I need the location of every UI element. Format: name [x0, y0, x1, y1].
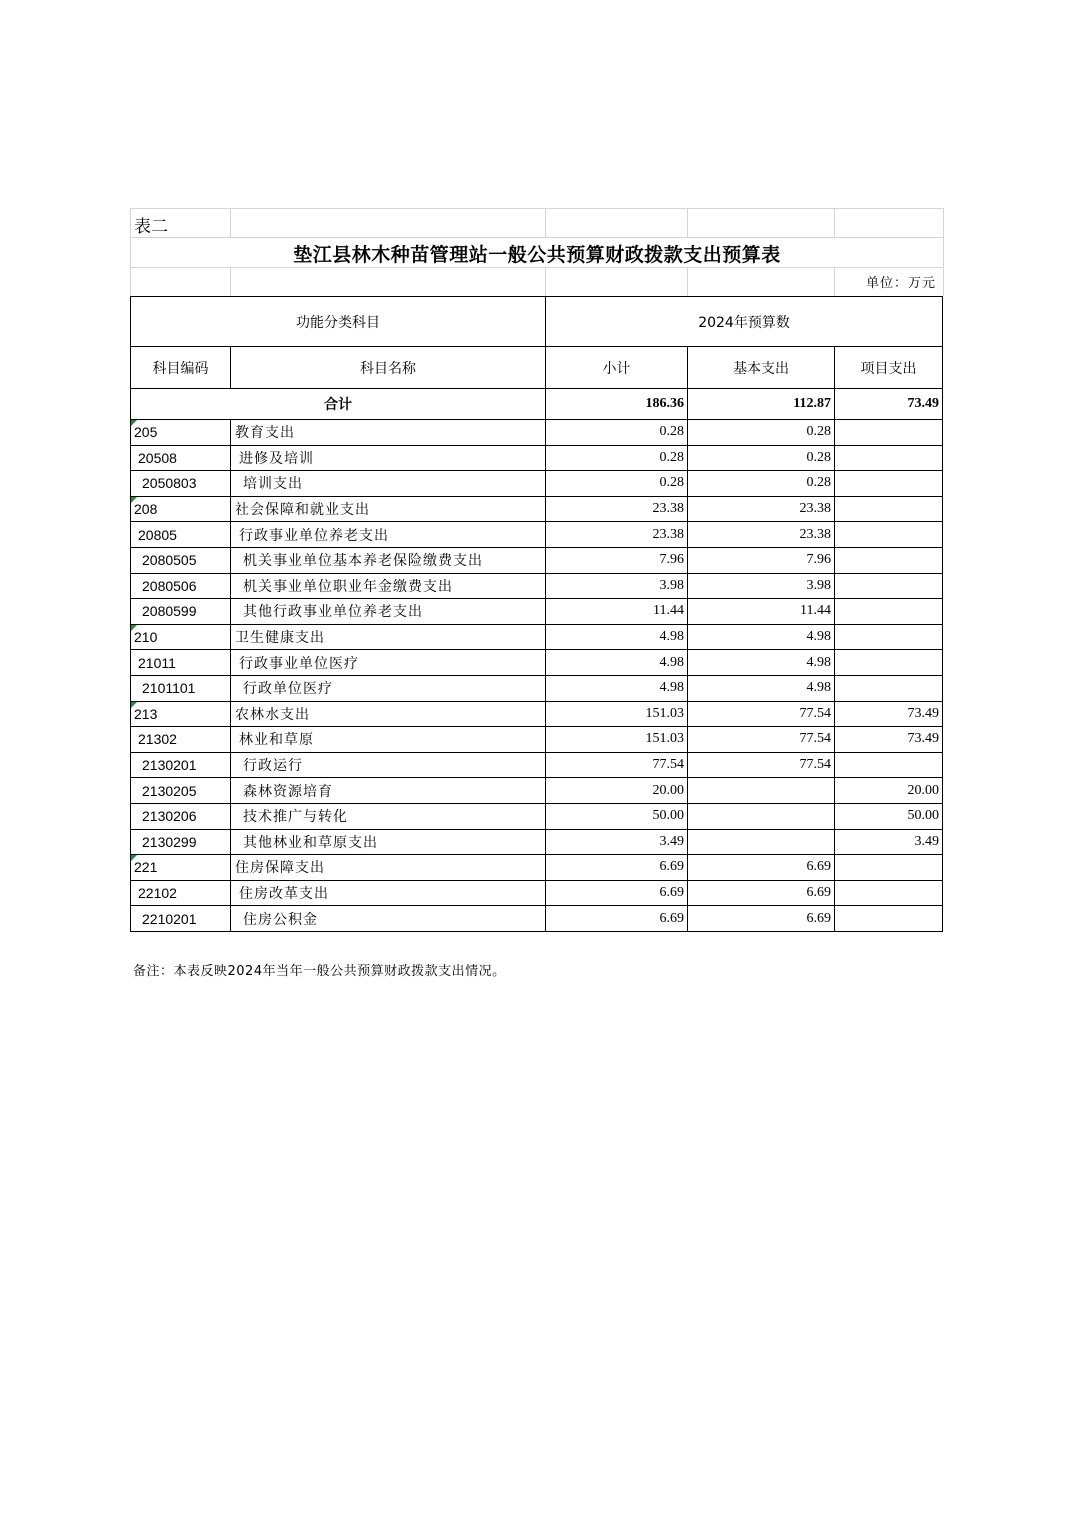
table-row: [131, 701, 943, 727]
row-basic: [688, 778, 835, 804]
header-subtotal: 小计: [546, 347, 688, 389]
row-name: 培训支出: [231, 471, 546, 497]
row-name: 行政运行: [231, 752, 546, 778]
row-code: 221: [131, 855, 231, 881]
row-code: 21011: [131, 650, 231, 676]
row-project: [835, 880, 943, 906]
footnote: 备注：本表反映2024年当年一般公共预算财政拨款支出情况。: [133, 964, 506, 979]
row-project: 73.49: [835, 727, 943, 753]
row-name: 社会保障和就业支出: [231, 496, 546, 522]
row-subtotal: 3.49: [546, 829, 688, 855]
row-code: 2130206: [131, 803, 231, 829]
row-basic: 4.98: [688, 624, 835, 650]
row-subtotal: 77.54: [546, 752, 688, 778]
row-name: 机关事业单位职业年金缴费支出: [231, 573, 546, 599]
row-code: 2101101: [131, 675, 231, 701]
row-subtotal: 0.28: [546, 445, 688, 471]
row-subtotal: 20.00: [546, 778, 688, 804]
row-code: 210: [131, 624, 231, 650]
row-code: 21302: [131, 727, 231, 753]
row-project: [835, 650, 943, 676]
table-row: [131, 624, 943, 650]
row-name: 行政事业单位医疗: [231, 650, 546, 676]
header-row: [131, 297, 943, 347]
row-basic: 4.98: [688, 675, 835, 701]
row-project: [835, 599, 943, 625]
table-row: [131, 829, 943, 855]
row-basic: 0.28: [688, 420, 835, 446]
table-row: [131, 880, 943, 906]
total-basic: 112.87: [688, 389, 835, 420]
row-basic: 77.54: [688, 701, 835, 727]
row-subtotal: 7.96: [546, 547, 688, 573]
row-name: 行政事业单位养老支出: [231, 522, 546, 548]
row-basic: 3.98: [688, 573, 835, 599]
row-basic: 11.44: [688, 599, 835, 625]
row-basic: [688, 829, 835, 855]
row-code: 20508: [131, 445, 231, 471]
total-label: 合计: [131, 389, 546, 420]
row-basic: 23.38: [688, 496, 835, 522]
row-basic: 23.38: [688, 522, 835, 548]
row-project: [835, 624, 943, 650]
table-row: [131, 752, 943, 778]
row-subtotal: 6.69: [546, 855, 688, 881]
row-name: 住房公积金: [231, 906, 546, 932]
row-code: 205: [131, 420, 231, 446]
row-project: [835, 855, 943, 881]
row-code: 2130205: [131, 778, 231, 804]
row-project: [835, 445, 943, 471]
row-subtotal: 0.28: [546, 471, 688, 497]
total-subtotal: 186.36: [546, 389, 688, 420]
table-row: [131, 855, 943, 881]
gridline: [834, 208, 835, 237]
row-project: 50.00: [835, 803, 943, 829]
row-basic: 4.98: [688, 650, 835, 676]
gridline: [130, 267, 944, 268]
cell-marker-icon: [131, 497, 137, 503]
total-row: [131, 389, 943, 420]
row-code: 2080506: [131, 573, 231, 599]
page-title: 垫江县林木种苗管理站一般公共预算财政拨款支出预算表: [293, 244, 781, 266]
row-name: 教育支出: [231, 420, 546, 446]
row-name: 技术推广与转化: [231, 803, 546, 829]
row-project: [835, 906, 943, 932]
row-code: 2080505: [131, 547, 231, 573]
cell-marker-icon: [131, 625, 137, 631]
row-project: [835, 496, 943, 522]
row-subtotal: 23.38: [546, 522, 688, 548]
row-basic: 6.69: [688, 880, 835, 906]
row-subtotal: 151.03: [546, 701, 688, 727]
table-caption: 表二: [134, 217, 168, 237]
gridline: [687, 267, 688, 296]
header-functional-category: 功能分类科目: [131, 297, 546, 347]
row-subtotal: 11.44: [546, 599, 688, 625]
row-code: 2050803: [131, 471, 231, 497]
row-name: 其他林业和草原支出: [231, 829, 546, 855]
header-project: 项目支出: [835, 347, 943, 389]
header-budget-year: 2024年预算数: [546, 297, 943, 347]
table-row: [131, 496, 943, 522]
row-project: [835, 752, 943, 778]
cell-marker-icon: [131, 420, 137, 426]
row-project: [835, 675, 943, 701]
row-subtotal: 0.28: [546, 420, 688, 446]
cell-marker-icon: [131, 702, 137, 708]
table-row: [131, 803, 943, 829]
row-basic: [688, 803, 835, 829]
gridline: [545, 267, 546, 296]
cell-marker-icon: [131, 855, 137, 861]
row-basic: 6.69: [688, 906, 835, 932]
row-basic: 77.54: [688, 727, 835, 753]
total-project: 73.49: [835, 389, 943, 420]
row-name: 其他行政事业单位养老支出: [231, 599, 546, 625]
row-code: 20805: [131, 522, 231, 548]
row-name: 行政单位医疗: [231, 675, 546, 701]
row-project: 3.49: [835, 829, 943, 855]
table-row: [131, 522, 943, 548]
row-subtotal: 3.98: [546, 573, 688, 599]
table-row: [131, 778, 943, 804]
header-name: 科目名称: [231, 347, 546, 389]
row-basic: 7.96: [688, 547, 835, 573]
table-row: [131, 420, 943, 446]
budget-table: [130, 296, 943, 932]
row-project: [835, 471, 943, 497]
row-code: 2080599: [131, 599, 231, 625]
gridline: [545, 208, 546, 237]
table-row: [131, 906, 943, 932]
row-name: 森林资源培育: [231, 778, 546, 804]
row-project: 20.00: [835, 778, 943, 804]
table-row: [131, 727, 943, 753]
row-name: 进修及培训: [231, 445, 546, 471]
row-subtotal: 23.38: [546, 496, 688, 522]
gridline: [687, 208, 688, 237]
table-row: [131, 547, 943, 573]
row-code: 2130299: [131, 829, 231, 855]
row-basic: 0.28: [688, 471, 835, 497]
row-subtotal: 6.69: [546, 880, 688, 906]
row-project: [835, 573, 943, 599]
row-subtotal: 6.69: [546, 906, 688, 932]
row-subtotal: 151.03: [546, 727, 688, 753]
row-code: 208: [131, 496, 231, 522]
row-name: 农林水支出: [231, 701, 546, 727]
table-row: [131, 599, 943, 625]
gridline: [230, 267, 231, 296]
gridline: [230, 208, 231, 237]
row-basic: 6.69: [688, 855, 835, 881]
row-name: 林业和草原: [231, 727, 546, 753]
row-name: 住房改革支出: [231, 880, 546, 906]
row-subtotal: 4.98: [546, 650, 688, 676]
row-project: [835, 547, 943, 573]
table-row: [131, 573, 943, 599]
unit-label: 单位：万元: [865, 276, 936, 291]
header-basic: 基本支出: [688, 347, 835, 389]
row-name: 住房保障支出: [231, 855, 546, 881]
row-code: 2130201: [131, 752, 231, 778]
table-row: [131, 650, 943, 676]
row-name: 卫生健康支出: [231, 624, 546, 650]
row-basic: 77.54: [688, 752, 835, 778]
row-project: [835, 420, 943, 446]
row-basic: 0.28: [688, 445, 835, 471]
table-row: [131, 675, 943, 701]
table-row: [131, 471, 943, 497]
gridline: [834, 267, 835, 296]
gridline: [130, 237, 944, 238]
row-code: 213: [131, 701, 231, 727]
row-subtotal: 4.98: [546, 675, 688, 701]
row-code: 2210201: [131, 906, 231, 932]
row-code: 22102: [131, 880, 231, 906]
row-subtotal: 50.00: [546, 803, 688, 829]
row-project: [835, 522, 943, 548]
table-row: [131, 445, 943, 471]
subheader-row: [131, 347, 943, 389]
row-name: 机关事业单位基本养老保险缴费支出: [231, 547, 546, 573]
header-code: 科目编码: [131, 347, 231, 389]
row-project: 73.49: [835, 701, 943, 727]
row-subtotal: 4.98: [546, 624, 688, 650]
